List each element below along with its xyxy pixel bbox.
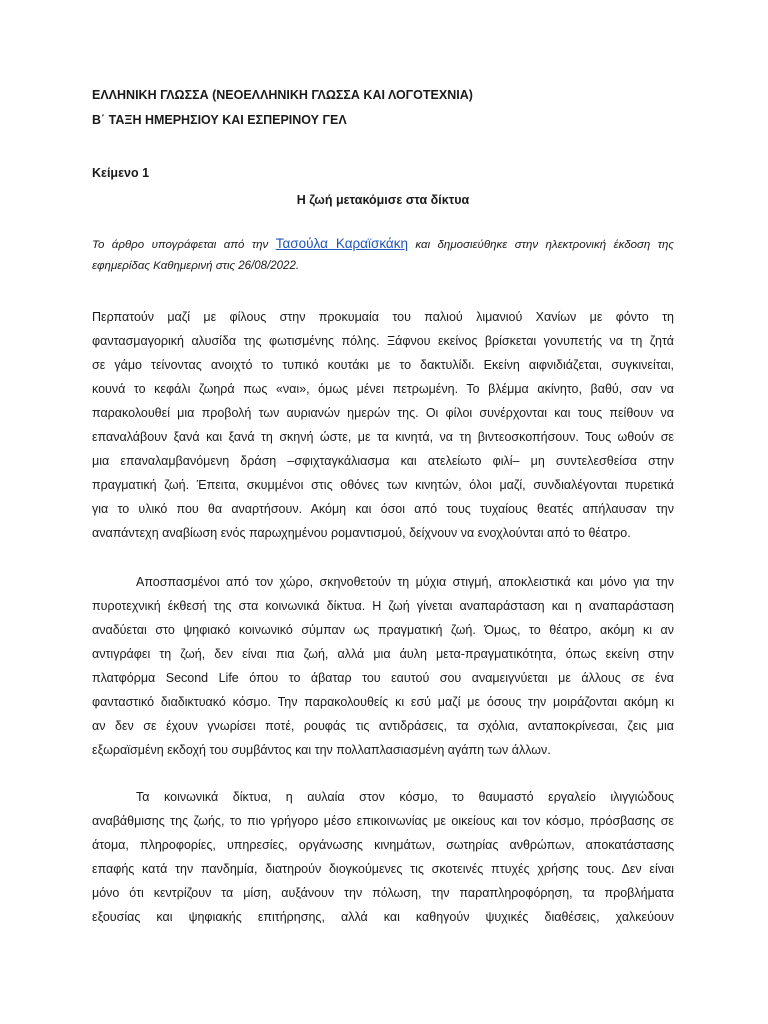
article-title: Η ζωή μετακόμισε στα δίκτυα bbox=[296, 193, 470, 207]
paragraph-line: σε γάμο τείνοντας ανοιχτό το τυπικό κουτάκι με το δακτυλίδι. Εκείνη αιφνιδιάζεται, συγκινείται, bbox=[92, 358, 674, 372]
paragraph-line: αναβάθμισης της ζωής, το πιο γρήγορο μέσο επικοινωνίας με οικείους και τον κόσμο, πρόσβασης σε bbox=[92, 814, 674, 828]
byline-suffix: και δημοσιεύθηκε στην ηλεκτρονική έκδοση της bbox=[407, 239, 674, 251]
paragraph-line: Τα κοινωνικά δίκτυα, η αυλαία στον κόσμο, το θαυμαστό εργαλείο ιλιγγιώδους bbox=[136, 790, 674, 804]
byline-line-1 bbox=[92, 233, 674, 255]
paragraph-line: κουνά το κεφάλι ζωηρά πως «ναι», όμως μένει πετρωμένη. Το βλέμμα ακίνητο, βαθύ, σαν να bbox=[92, 382, 674, 396]
paragraph-line: Περπατούν μαζί με φίλους στην προκυμαία του παλιού λιμανιού Χανίων με φόντο τη bbox=[92, 310, 674, 324]
paragraph-line: αναπάντεχη αναβίωση ενός παρωχημένου ρομαντισμού, δείχνουν να ενοχλούνται από το θέατρο. bbox=[92, 526, 631, 540]
paragraph-line: επαναλάβουν ξανά και ξανά τη σκηνή ώστε, με τα κινητά, να τη βιντεοσκοπήσουν. Τους ωθούν σε bbox=[92, 430, 674, 444]
byline-line-2: εφημερίδας Καθημερινή στις 26/08/2022. bbox=[92, 260, 300, 272]
paragraph-line: Αποσπασμένοι από τον χώρο, σκηνοθετούν τη μύχια στιγμή, αποκλειστικά και μόνο για την bbox=[136, 575, 674, 589]
author-link[interactable]: Τασούλα Καραϊσκάκη bbox=[275, 236, 408, 251]
paragraph-line: μόνο ότι κεντρίζουν τα μίση, αυξάνουν την πόλωση, την παραπληροφόρηση, τα προβλήματα bbox=[92, 886, 674, 900]
paragraph-line: άτομα, πληροφορίες, υπηρεσίες, οργάνωσης κινημάτων, σωτηρίας ανθρώπων, αποκατάστασης bbox=[92, 838, 674, 852]
paragraph-line: αν δεν σε έχουν γνωρίσει ποτέ, ρουφάς τις αντιδράσεις, τα σχόλια, ανταποκρίνεσαι, ζεις μια bbox=[92, 719, 674, 733]
text-label: Κείμενο 1 bbox=[92, 166, 150, 180]
paragraph-line: πλατφόρμα Second Life όπου το άβαταρ του εαυτού σου αναμειγνύεται με άλλους σε ένα bbox=[92, 671, 674, 685]
paragraph-line: πυροτεχνική έκθεσή της στα κοινωνικά δίκτυα. Η ζωή γίνεται αναπαράσταση και η αναπαράσταση bbox=[92, 599, 674, 613]
paragraph-line: εξωραϊσμένη εκδοχή του συμβάντος και την πολλαπλασιασμένη αγάπη των άλλων. bbox=[92, 743, 551, 757]
paragraph-line: εξουσίας και ψηφιακής επιτήρησης, αλλά και καθηγούν ψυχικές διαθέσεις, χαλκεύουν bbox=[92, 910, 674, 924]
paragraph-line: πραγματική ζωή. Έπειτα, σκυμμένοι στις οθόνες των κινητών, όλοι μαζί, συνδιαλέγονται πυρετικά bbox=[92, 478, 674, 492]
paragraph-2 bbox=[92, 570, 674, 762]
paragraph-line: μια επαναλαμβανόμενη δράση –σφιχταγκάλιασμα και ατελείωτο φιλί– μη συντελεσθείσα στην bbox=[92, 454, 674, 468]
class-heading: Β΄ ΤΑΞΗ ΗΜΕΡΗΣΙΟΥ ΚΑΙ ΕΣΠΕΡΙΝΟΥ ΓΕΛ bbox=[92, 113, 347, 127]
paragraph-line: φαντασμαγορική αλυσίδα της φωτισμένης πόλης. Ξάφνου εκείνος βρίσκεται γονυπετής να τη ζητά bbox=[92, 334, 674, 348]
paragraph-1 bbox=[92, 305, 674, 545]
paragraph-line: για το υλικό που θα αναρτήσουν. Ακόμη και όσοι από τους τυχαίους θεατές απήλαυσαν την bbox=[92, 502, 674, 516]
paragraph-line: παρακολουθεί μια προβολή των αυριανών ημερών της. Οι φίλοι συνέρχονται και τους πείθουν να bbox=[92, 406, 674, 420]
byline-prefix: Το άρθρο υπογράφεται από την bbox=[92, 239, 276, 251]
paragraph-line: αντιγράφει τη ζωή, δεν είναι πια ζωή, αλλά μια άυλη μετα-πραγματικότητα, όπως εκείνη στην bbox=[92, 647, 674, 661]
paragraph-line: αναδύεται στο ψηφιακό κοινωνικό σύμπαν ως πραγματική ζωή. Όμως, το θέατρο, ακόμη κι αν bbox=[92, 623, 674, 637]
byline bbox=[92, 233, 674, 277]
paragraph-line: φανταστικό διαδικτυακό κόσμο. Την παρακολουθείς κι εσύ μαζί με όσους την μοιράζονται ακόμη κι bbox=[92, 695, 674, 709]
paragraph-3 bbox=[92, 785, 674, 929]
paragraph-line: επαφής κατά την πανδημία, διατηρούν διογκούμενες τις σκοτεινές πτυχές χρήσης τους. Δεν είναι bbox=[92, 862, 674, 876]
subject-heading: ΕΛΛΗΝΙΚΗ ΓΛΩΣΣΑ (ΝΕΟΕΛΛΗΝΙΚΗ ΓΛΩΣΣΑ ΚΑΙ ΛΟΓΟΤΕΧΝΙΑ) bbox=[92, 88, 473, 102]
